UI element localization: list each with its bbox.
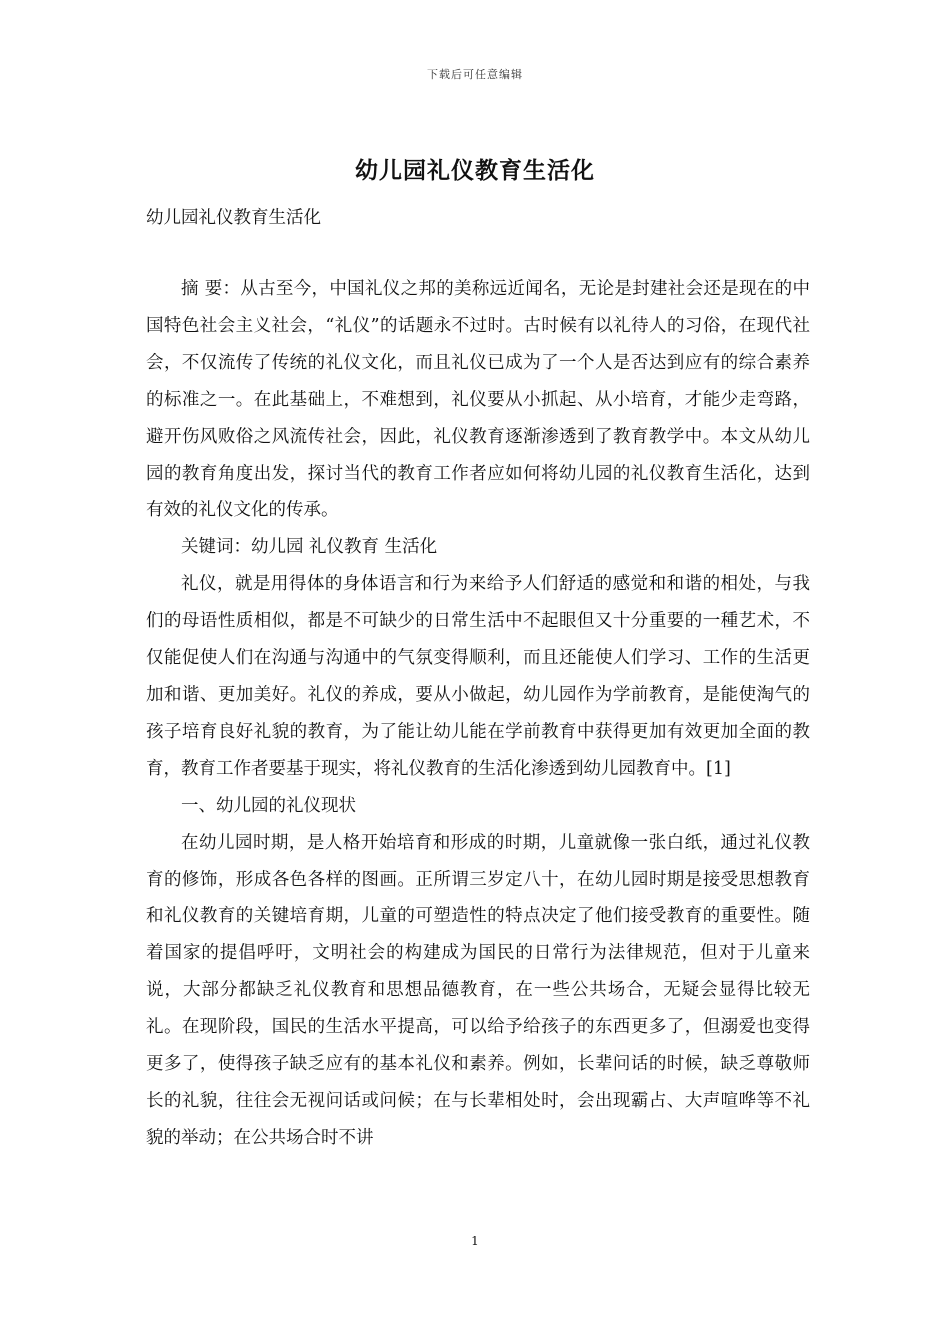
page-number: 1 bbox=[471, 1234, 479, 1248]
abstract-paragraph: 摘 要：从古至今，中国礼仪之邦的美称远近闻名，无论是封建社会还是现在的中国特色社会主义社会，“礼仪”的话题永不过时。古时候有以礼待人的习俗，在现代社会，不仅流传了传统的礼仪文化，而且礼仪已成为了一个人是否达到应有的综合素养的标准之一。在此基础上，不难想到，礼仪要从小抓起、从小培育，才能少走弯路，避开伤风败俗之风流传社会，因此，礼仪教育逐渐渗透到了教育教学中。本文从幼儿园的教育角度出发，探讨当代的教育工作者应如何将幼儿园的礼仪教育生活化，达到有效的礼仪文化的传承。 bbox=[146, 279, 810, 521]
document-body bbox=[146, 271, 810, 1157]
intro-paragraph: 礼仪，就是用得体的身体语言和行为来给予人们舒适的感觉和和谐的相处，与我们的母语性质相似，都是不可缺少的日常生活中不起眼但又十分重要的一種艺术，不仅能促使人们在沟通与沟通中的气氛变得顺利，而且还能使人们学习、工作的生活更加和谐、更加美好。礼仪的养成，要从小做起，幼儿园作为学前教育，是能使淘气的孩子培育良好礼貌的教育，为了能让幼儿能在学前教育中获得更加有效更加全面的教育，教育工作者要基于现实，将礼仪教育的生活化渗透到幼儿园教育中。[1] bbox=[146, 574, 810, 779]
document-subtitle: 幼儿园礼仪教育生活化 bbox=[146, 208, 321, 228]
keywords-paragraph: 关键词：幼儿园 礼仪教育 生活化 bbox=[181, 537, 438, 558]
page-header-note: 下载后可任意编辑 bbox=[427, 68, 523, 81]
section-paragraph: 在幼儿园时期，是人格开始培育和形成的时期，儿童就像一张白纸，通过礼仪教育的修饰，形成各色各样的图画。正所谓三岁定八十，在幼儿园时期是接受思想教育和礼仪教育的关键培育期，儿童的可塑造性的特点决定了他们接受教育的重要性。随着国家的提倡呼吁，文明社会的构建成为国民的日常行为法律规范，但对于儿童来说，大部分都缺乏礼仪教育和思想品德教育，在一些公共场合，无疑会显得比较无礼。在现阶段，国民的生活水平提高，可以给予给孩子的东西更多了，但溺爱也变得更多了，使得孩子缺乏应有的基本礼仪和素养。例如，长辈问话的时候，缺乏尊敬师长的礼貌，往往会无视问话或问候；在与长辈相处时，会出现霸占、大声喧哗等不礼貌的举动；在公共场合时不讲 bbox=[146, 832, 810, 1148]
document-title: 幼儿园礼仪教育生活化 bbox=[355, 158, 595, 184]
section-heading: 一、幼儿园的礼仪现状 bbox=[181, 795, 356, 816]
